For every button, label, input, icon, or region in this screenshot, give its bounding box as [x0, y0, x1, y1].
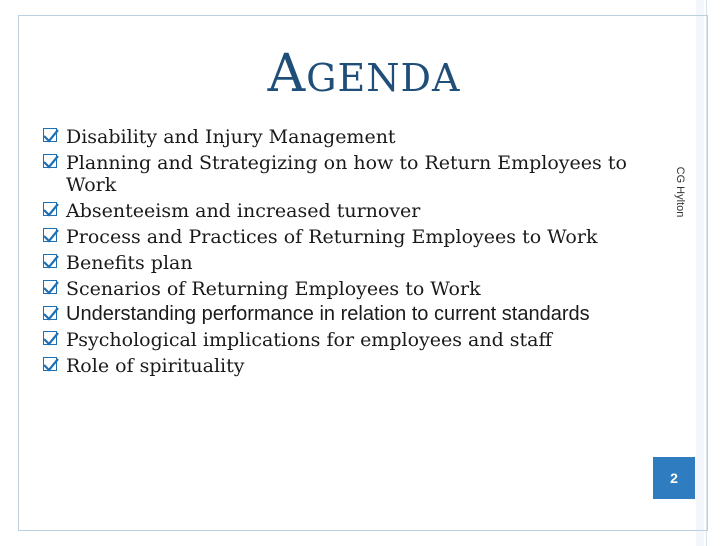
- agenda-item-text: Benefits plan: [66, 252, 193, 274]
- agenda-item: [40, 304, 640, 325]
- agenda-item-text: Understanding performance in relation to current standards: [66, 303, 590, 325]
- checkbox-bullet-icon: [42, 279, 60, 297]
- agenda-item: [40, 226, 640, 248]
- checkbox-bullet-icon: [42, 253, 60, 271]
- title-first-letter: A: [267, 44, 307, 104]
- agenda-item-text: Psychological implications for employees and staff: [66, 329, 552, 351]
- checkbox-bullet-icon: [42, 356, 60, 374]
- agenda-item: [40, 355, 640, 377]
- agenda-item-text: Process and Practices of Returning Employees to Work: [66, 226, 598, 248]
- side-author-text: CG Hylton: [674, 166, 686, 218]
- page-number-badge: 2: [653, 457, 695, 499]
- agenda-item-text: Disability and Injury Management: [66, 126, 396, 148]
- checkbox-bullet-icon: [42, 330, 60, 348]
- agenda-item: [40, 200, 640, 222]
- agenda-item: [40, 252, 640, 274]
- checkbox-bullet-icon: [42, 127, 60, 145]
- checkbox-bullet-icon: [42, 305, 60, 323]
- agenda-item: [40, 152, 640, 196]
- agenda-item-text: Scenarios of Returning Employees to Work: [66, 278, 481, 300]
- checkbox-bullet-icon: [42, 201, 60, 219]
- slide-title: [0, 44, 728, 104]
- title-rest: GENDA: [306, 56, 461, 100]
- checkbox-bullet-icon: [42, 227, 60, 245]
- agenda-list: [40, 126, 640, 381]
- agenda-item: [40, 278, 640, 300]
- agenda-item-text: Planning and Strategizing on how to Return Employees to Work: [66, 152, 627, 196]
- checkbox-bullet-icon: [42, 153, 60, 171]
- agenda-item-text: Role of spirituality: [66, 355, 245, 377]
- agenda-item: [40, 329, 640, 351]
- agenda-item-text: Absenteeism and increased turnover: [66, 200, 421, 222]
- agenda-item: [40, 126, 640, 148]
